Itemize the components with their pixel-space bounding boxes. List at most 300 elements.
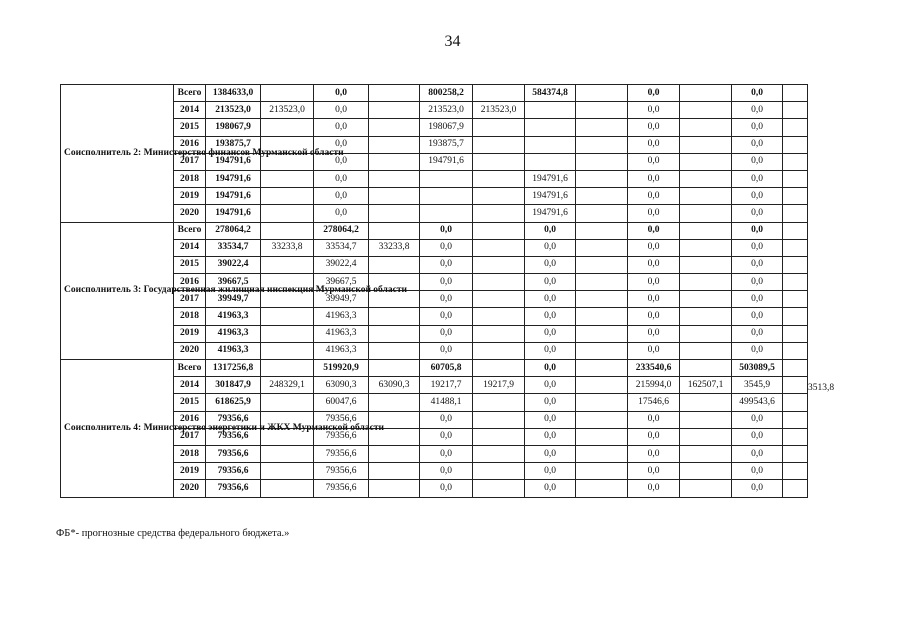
value-cell	[473, 394, 525, 411]
value-cell	[473, 480, 525, 497]
value-cell	[732, 102, 783, 119]
year-cell: 2017	[174, 153, 206, 170]
value-cell	[473, 360, 525, 377]
value-text: 0,0	[335, 87, 347, 98]
value-cell	[783, 136, 808, 153]
value-text: 41963,3	[217, 345, 249, 356]
value-text: 79356,6	[325, 482, 357, 493]
value-cell	[628, 256, 680, 273]
value-cell	[680, 136, 732, 153]
coexecutor-label: Соисполнитель 3: Государственная жилищная инспекция Мурманской области	[61, 222, 174, 360]
value-cell	[628, 342, 680, 359]
year-cell: 2017	[174, 428, 206, 445]
year-cell: 2018	[174, 308, 206, 325]
value-cell	[369, 342, 420, 359]
value-cell	[732, 85, 783, 102]
value-text: 0,0	[647, 465, 660, 476]
value-cell	[420, 222, 473, 239]
value-text: 0,0	[647, 104, 660, 115]
value-cell	[628, 428, 680, 445]
value-text: 0,0	[440, 482, 452, 493]
value-cell	[525, 256, 576, 273]
value-cell	[369, 394, 420, 411]
value-cell	[783, 463, 808, 480]
value-text: 0,0	[440, 345, 452, 356]
value-text: 233540,6	[635, 362, 672, 373]
value-cell	[420, 377, 473, 394]
value-text: 0,0	[335, 173, 347, 184]
value-text: 0,0	[544, 482, 556, 493]
value-text: 194791,6	[532, 190, 568, 201]
value-cell	[473, 119, 525, 136]
year-cell: 2016	[174, 274, 206, 291]
value-cell	[732, 308, 783, 325]
value-cell	[525, 153, 576, 170]
value-text: 63090,3	[325, 379, 357, 390]
value-text: 1317256,8	[212, 362, 254, 373]
value-cell	[261, 85, 314, 102]
value-cell	[783, 102, 808, 119]
year-cell: 2020	[174, 480, 206, 497]
value-cell	[732, 153, 783, 170]
value-cell	[206, 205, 261, 222]
value-cell	[369, 360, 420, 377]
value-cell	[261, 170, 314, 187]
value-cell	[680, 360, 732, 377]
value-text: 79356,6	[325, 414, 357, 425]
value-cell	[420, 256, 473, 273]
value-cell	[473, 188, 525, 205]
value-text: 60047,6	[325, 396, 357, 407]
value-cell	[732, 274, 783, 291]
value-text: 0,0	[751, 345, 763, 356]
value-cell	[576, 360, 628, 377]
value-cell	[369, 170, 420, 187]
value-cell	[525, 170, 576, 187]
value-cell	[420, 480, 473, 497]
value-text: 0,0	[647, 173, 660, 184]
value-cell	[628, 239, 680, 256]
value-text: 278064,2	[323, 225, 359, 236]
value-cell	[314, 445, 369, 462]
value-cell	[576, 239, 628, 256]
year-cell: 2015	[174, 394, 206, 411]
year-cell: 2018	[174, 170, 206, 187]
value-cell	[783, 205, 808, 222]
value-cell	[576, 170, 628, 187]
value-text: 0,0	[335, 121, 347, 132]
value-cell	[732, 480, 783, 497]
value-cell	[680, 394, 732, 411]
value-cell	[628, 360, 680, 377]
value-cell	[732, 411, 783, 428]
value-text: 0,0	[647, 311, 660, 322]
value-cell	[525, 325, 576, 342]
value-cell	[206, 102, 261, 119]
value-cell	[628, 153, 680, 170]
value-cell	[314, 102, 369, 119]
value-text: 0,0	[440, 225, 452, 236]
value-text: 33233,8	[378, 242, 410, 253]
value-cell	[261, 205, 314, 222]
value-cell	[628, 85, 680, 102]
value-text: 0,0	[647, 87, 660, 98]
value-cell	[732, 428, 783, 445]
value-cell	[420, 445, 473, 462]
value-text: 0,0	[647, 156, 660, 167]
value-text: 0,0	[544, 293, 556, 304]
value-cell	[628, 463, 680, 480]
value-text: 79356,6	[217, 414, 249, 425]
value-cell	[576, 222, 628, 239]
value-cell	[314, 205, 369, 222]
value-cell	[314, 394, 369, 411]
value-cell	[369, 325, 420, 342]
value-cell	[680, 170, 732, 187]
value-cell	[628, 136, 680, 153]
value-cell	[261, 360, 314, 377]
value-text: 0,0	[647, 293, 660, 304]
value-cell	[525, 360, 576, 377]
value-text: 0,0	[647, 225, 660, 236]
value-cell	[783, 188, 808, 205]
value-cell	[680, 463, 732, 480]
value-cell	[783, 360, 808, 377]
value-text: 0,0	[440, 242, 452, 253]
value-cell	[628, 119, 680, 136]
value-text: 0,0	[544, 379, 556, 390]
value-cell	[314, 85, 369, 102]
value-text: 41963,3	[325, 328, 357, 339]
value-cell	[732, 342, 783, 359]
value-cell	[732, 291, 783, 308]
value-text: 0,0	[544, 465, 556, 476]
value-text: 63090,3	[378, 379, 410, 390]
value-cell	[783, 291, 808, 308]
value-cell	[369, 119, 420, 136]
value-text: 39949,7	[217, 293, 249, 304]
value-cell	[732, 136, 783, 153]
value-cell	[206, 256, 261, 273]
year-cell: 2018	[174, 445, 206, 462]
value-cell	[206, 463, 261, 480]
value-text: 0,0	[751, 276, 763, 287]
value-text: 215994,0	[635, 379, 672, 390]
value-text: 0,0	[751, 87, 763, 98]
value-text: 0,0	[751, 121, 763, 132]
value-text: 0,0	[544, 225, 556, 236]
value-cell	[420, 274, 473, 291]
value-text: 213523,0	[269, 104, 305, 115]
value-cell	[369, 222, 420, 239]
value-text: 19217,7	[430, 379, 462, 390]
value-cell	[369, 256, 420, 273]
value-text: 60705,8	[430, 362, 462, 373]
value-text: 0,0	[647, 448, 660, 459]
value-text: 0,0	[751, 293, 763, 304]
value-cell	[783, 153, 808, 170]
value-cell	[628, 170, 680, 187]
year-cell: Всего	[174, 360, 206, 377]
value-text: 194791,6	[215, 207, 251, 218]
value-text: 39022,4	[325, 259, 357, 270]
value-cell	[525, 445, 576, 462]
value-cell	[369, 463, 420, 480]
value-cell	[732, 445, 783, 462]
value-cell	[206, 119, 261, 136]
value-cell	[420, 205, 473, 222]
table-body	[61, 85, 835, 498]
value-text: 213523,0	[480, 104, 517, 115]
value-cell	[206, 308, 261, 325]
value-text: 193875,7	[215, 139, 251, 150]
value-cell	[314, 222, 369, 239]
year-cell: Всего	[174, 85, 206, 102]
value-text: 0,0	[751, 139, 763, 150]
value-cell	[783, 342, 808, 359]
value-cell	[783, 428, 808, 445]
value-text: 0,0	[440, 276, 452, 287]
value-text: 0,0	[751, 225, 763, 236]
value-cell	[473, 377, 525, 394]
value-cell	[473, 205, 525, 222]
year-cell: Всего	[174, 222, 206, 239]
value-cell	[206, 360, 261, 377]
value-text: 0,0	[544, 362, 556, 373]
value-text: 0,0	[647, 345, 660, 356]
value-text: 33534,7	[325, 242, 357, 253]
value-cell	[783, 239, 808, 256]
value-text: 0,0	[751, 104, 763, 115]
value-text: 79356,6	[217, 431, 249, 442]
value-cell	[576, 377, 628, 394]
value-text: 0,0	[751, 242, 763, 253]
table-row	[61, 85, 808, 102]
value-cell	[525, 428, 576, 445]
value-cell	[783, 274, 808, 291]
value-text: 0,0	[751, 259, 763, 270]
year-cell: 2014	[174, 377, 206, 394]
value-text: 39667,5	[325, 276, 357, 287]
value-text: 800258,2	[428, 87, 464, 98]
value-cell	[680, 205, 732, 222]
value-cell	[206, 480, 261, 497]
value-cell	[680, 377, 732, 394]
value-text: 41963,3	[217, 311, 249, 322]
value-text: 19217,9	[483, 379, 514, 390]
value-text: 0,0	[751, 156, 763, 167]
page-number: 34	[444, 33, 461, 50]
value-cell	[420, 85, 473, 102]
value-text: 41963,3	[325, 311, 357, 322]
value-text: 0,0	[647, 328, 660, 339]
value-cell	[473, 342, 525, 359]
value-cell	[525, 480, 576, 497]
value-text: 39022,4	[217, 259, 249, 270]
value-text: 0,0	[440, 448, 452, 459]
year-cell: 2014	[174, 102, 206, 119]
value-text: 0,0	[751, 414, 763, 425]
value-cell	[783, 480, 808, 497]
value-text: 0,0	[751, 207, 763, 218]
value-cell	[576, 308, 628, 325]
value-cell	[783, 119, 808, 136]
value-cell	[732, 188, 783, 205]
table-row	[61, 102, 808, 119]
value-text: 33233,8	[271, 242, 303, 253]
table-row	[61, 256, 808, 273]
value-cell	[732, 394, 783, 411]
value-cell	[420, 188, 473, 205]
value-cell	[628, 291, 680, 308]
value-text: 1384633,0	[212, 87, 254, 98]
year-cell: 2020	[174, 342, 206, 359]
value-cell	[261, 463, 314, 480]
value-text: 0,0	[647, 207, 660, 218]
value-cell	[473, 170, 525, 187]
value-cell	[576, 85, 628, 102]
year-cell: 2019	[174, 325, 206, 342]
value-text: 162507,1	[687, 379, 724, 390]
value-cell	[628, 411, 680, 428]
value-cell	[369, 445, 420, 462]
value-cell	[680, 445, 732, 462]
table-row	[61, 188, 808, 205]
value-text: 0,0	[335, 139, 347, 150]
value-text: 0,0	[440, 414, 452, 425]
value-cell	[732, 377, 783, 394]
value-cell	[420, 411, 473, 428]
value-cell	[206, 342, 261, 359]
coexecutor-label: Соисполнитель 4: Министерство энергетики и ЖКХ Мурманской области	[61, 360, 174, 498]
value-cell	[783, 222, 808, 239]
value-cell	[314, 188, 369, 205]
value-cell	[420, 342, 473, 359]
value-cell	[680, 222, 732, 239]
value-text: 519920,9	[323, 362, 359, 373]
table-row	[61, 342, 808, 359]
value-cell	[261, 377, 314, 394]
value-cell	[576, 119, 628, 136]
value-text: 79356,6	[217, 482, 249, 493]
coexecutor-label: Соисполнитель 2: Министерство финансов Мурманской области	[61, 85, 174, 223]
value-cell	[628, 102, 680, 119]
value-text: 0,0	[647, 276, 660, 287]
value-cell	[420, 170, 473, 187]
value-text: 194791,6	[215, 173, 251, 184]
value-cell	[732, 360, 783, 377]
value-text: 79356,6	[325, 448, 357, 459]
value-cell	[261, 119, 314, 136]
value-cell	[525, 274, 576, 291]
value-text: 79356,6	[217, 448, 249, 459]
value-text: 79356,6	[217, 465, 249, 476]
value-cell	[628, 445, 680, 462]
value-cell	[783, 308, 808, 325]
value-cell	[576, 274, 628, 291]
value-text: 198067,9	[215, 121, 251, 132]
value-cell	[732, 222, 783, 239]
value-text: 0,0	[335, 156, 347, 167]
value-text: 503089,5	[739, 362, 775, 373]
value-text: 0,0	[544, 328, 556, 339]
value-text: 194791,6	[215, 190, 251, 201]
value-cell	[369, 205, 420, 222]
value-cell	[576, 136, 628, 153]
value-cell	[680, 342, 732, 359]
value-cell	[628, 325, 680, 342]
value-text: 3545,9	[743, 379, 771, 390]
value-cell	[369, 85, 420, 102]
value-cell	[314, 325, 369, 342]
table-row	[61, 205, 808, 222]
value-text: 0,0	[544, 448, 556, 459]
value-cell	[473, 274, 525, 291]
value-text: 0,0	[751, 482, 763, 493]
value-cell	[525, 136, 576, 153]
value-text: 0,0	[335, 104, 347, 115]
value-cell	[783, 256, 808, 273]
value-cell	[314, 360, 369, 377]
value-text: 0,0	[751, 328, 763, 339]
value-cell	[525, 85, 576, 102]
value-text: 193875,7	[428, 139, 464, 150]
value-cell	[525, 411, 576, 428]
table-row	[61, 377, 808, 394]
value-text: 79356,6	[325, 465, 357, 476]
value-cell	[369, 239, 420, 256]
value-text: 0,0	[751, 431, 763, 442]
value-cell	[261, 188, 314, 205]
year-cell: 2017	[174, 291, 206, 308]
value-cell	[783, 170, 808, 187]
value-cell	[261, 480, 314, 497]
table-row	[61, 445, 808, 462]
value-cell	[525, 102, 576, 119]
value-cell	[576, 188, 628, 205]
value-cell	[369, 480, 420, 497]
value-cell	[732, 256, 783, 273]
value-cell	[473, 291, 525, 308]
value-cell	[628, 377, 680, 394]
value-text: 3513,8	[808, 382, 835, 393]
value-cell	[576, 445, 628, 462]
value-text: 0,0	[647, 139, 660, 150]
value-text: 39949,7	[325, 293, 357, 304]
value-cell	[732, 119, 783, 136]
value-cell	[420, 325, 473, 342]
value-text: 0,0	[647, 259, 660, 270]
value-cell	[314, 170, 369, 187]
year-cell: 2016	[174, 136, 206, 153]
value-cell	[732, 463, 783, 480]
value-cell	[314, 342, 369, 359]
value-cell	[576, 428, 628, 445]
value-cell	[420, 463, 473, 480]
value-text: 0,0	[647, 431, 660, 442]
value-cell	[680, 119, 732, 136]
value-cell	[369, 308, 420, 325]
value-cell	[680, 480, 732, 497]
value-cell	[680, 428, 732, 445]
value-cell	[261, 308, 314, 325]
value-cell	[206, 394, 261, 411]
value-cell	[420, 394, 473, 411]
value-cell	[473, 445, 525, 462]
value-text: 301847,9	[215, 379, 251, 390]
value-cell	[525, 239, 576, 256]
value-cell	[314, 480, 369, 497]
